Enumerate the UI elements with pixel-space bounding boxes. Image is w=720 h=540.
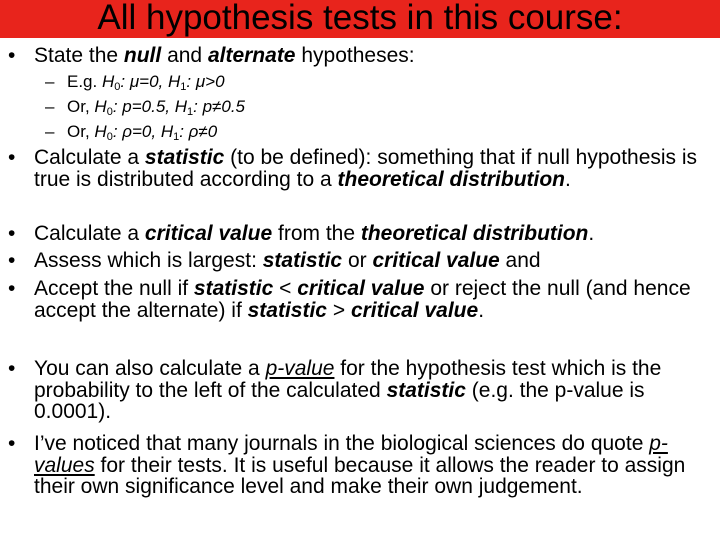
emphasis-alternate: alternate [207,44,296,67]
text-run: : p≠0.5 [193,97,246,116]
subscript: 0 [114,81,121,93]
bullet-marker: • [8,277,16,300]
text-run: You can also calculate a [34,357,266,380]
text-run: > [327,298,351,322]
emphasis-statistic: statistic [262,249,343,272]
bullet-text [34,358,718,423]
bullet-text [34,433,718,498]
text-run: H [167,72,181,91]
text-run: hypotheses: [295,44,415,67]
bullet-marker: • [8,146,16,169]
text-run: for their tests. It is useful because it allows the reader to assign their own significance level and make their own judgement. [34,453,686,498]
text-run: Or, [67,122,95,141]
emphasis-theoretical-distribution: theoretical distribution [337,167,566,191]
text-run: or reject the null (and hence accept the alternate) if [34,277,691,322]
text-run: Or, [67,97,95,116]
bullet-marker: • [8,357,16,380]
subscript: 0 [106,131,113,143]
sub-bullet-marker: – [45,97,55,116]
text-run: . [565,167,571,191]
text-run: Calculate a [34,222,145,245]
text-run: < [273,277,298,300]
text-run: : μ>0 [186,72,225,91]
emphasis-critical-value: critical value [297,277,425,300]
emphasis-statistic: statistic [193,277,274,300]
text-run: H [101,72,115,91]
emphasis-critical-value: critical value [372,249,500,272]
text-run: for the hypothesis test which is the probability to the left of the calculated [34,357,662,402]
subscript: 1 [180,81,187,93]
emphasis-statistic: statistic [144,146,225,169]
text-run: : ρ≠0 [179,122,218,141]
text-run: H [94,122,107,141]
sub-bullet-marker: – [45,122,55,141]
sub-bullet-marker: – [45,72,55,91]
text-run: (e.g. the p-value is 0.0001). [34,378,645,423]
emphasis-theoretical-distribution: theoretical distribution [360,222,589,245]
emphasis-critical-value: critical value [144,222,273,245]
sub-bullet-text [67,72,225,92]
text-run: and [499,249,541,272]
text-run: : p=0.5, [112,97,175,116]
sub-bullet-text [67,122,217,142]
text-run: (to be defined): something that if null hypothesis is true is distributed according to a [34,146,698,191]
emphasis-p-values: p-values [34,432,668,477]
text-run: from the [272,222,361,245]
bullet-text [34,45,718,67]
bullet-marker: • [8,249,16,272]
text-run: I’ve noticed that many journals in the biological sciences do quote [34,432,650,455]
text-run: H [94,97,107,116]
emphasis-statistic: statistic [386,378,466,402]
text-run: and [161,44,208,67]
text-run: : ρ=0, [112,122,161,141]
text-run: or [342,249,373,272]
slide-title: All hypothesis tests in this course: [97,0,623,37]
emphasis-critical-value: critical value [350,298,479,322]
subscript: 0 [106,106,113,118]
bullet-text [34,147,718,190]
emphasis-p-value: p-value [265,357,335,380]
subscript: 1 [187,106,194,118]
bullet-marker: • [8,222,16,245]
bullet-text [34,278,718,321]
text-run: Calculate a [34,146,145,169]
bullet-text [34,223,718,245]
bullet-marker: • [8,432,16,455]
emphasis-null: null [123,44,162,67]
text-run: H [160,122,174,141]
subscript: 1 [173,131,180,143]
text-run: : μ=0, [120,72,168,91]
text-run: Accept the null if [34,277,194,300]
text-run: State the [34,44,124,67]
text-run: E.g. [67,72,102,91]
text-run: Assess which is largest: [34,249,263,272]
sub-bullet-text [67,97,245,117]
text-run: . [478,298,485,322]
text-run: H [174,97,188,116]
emphasis-statistic: statistic [247,298,327,322]
bullet-text [34,250,718,272]
bullet-marker: • [8,44,16,67]
text-run: . [588,222,595,245]
